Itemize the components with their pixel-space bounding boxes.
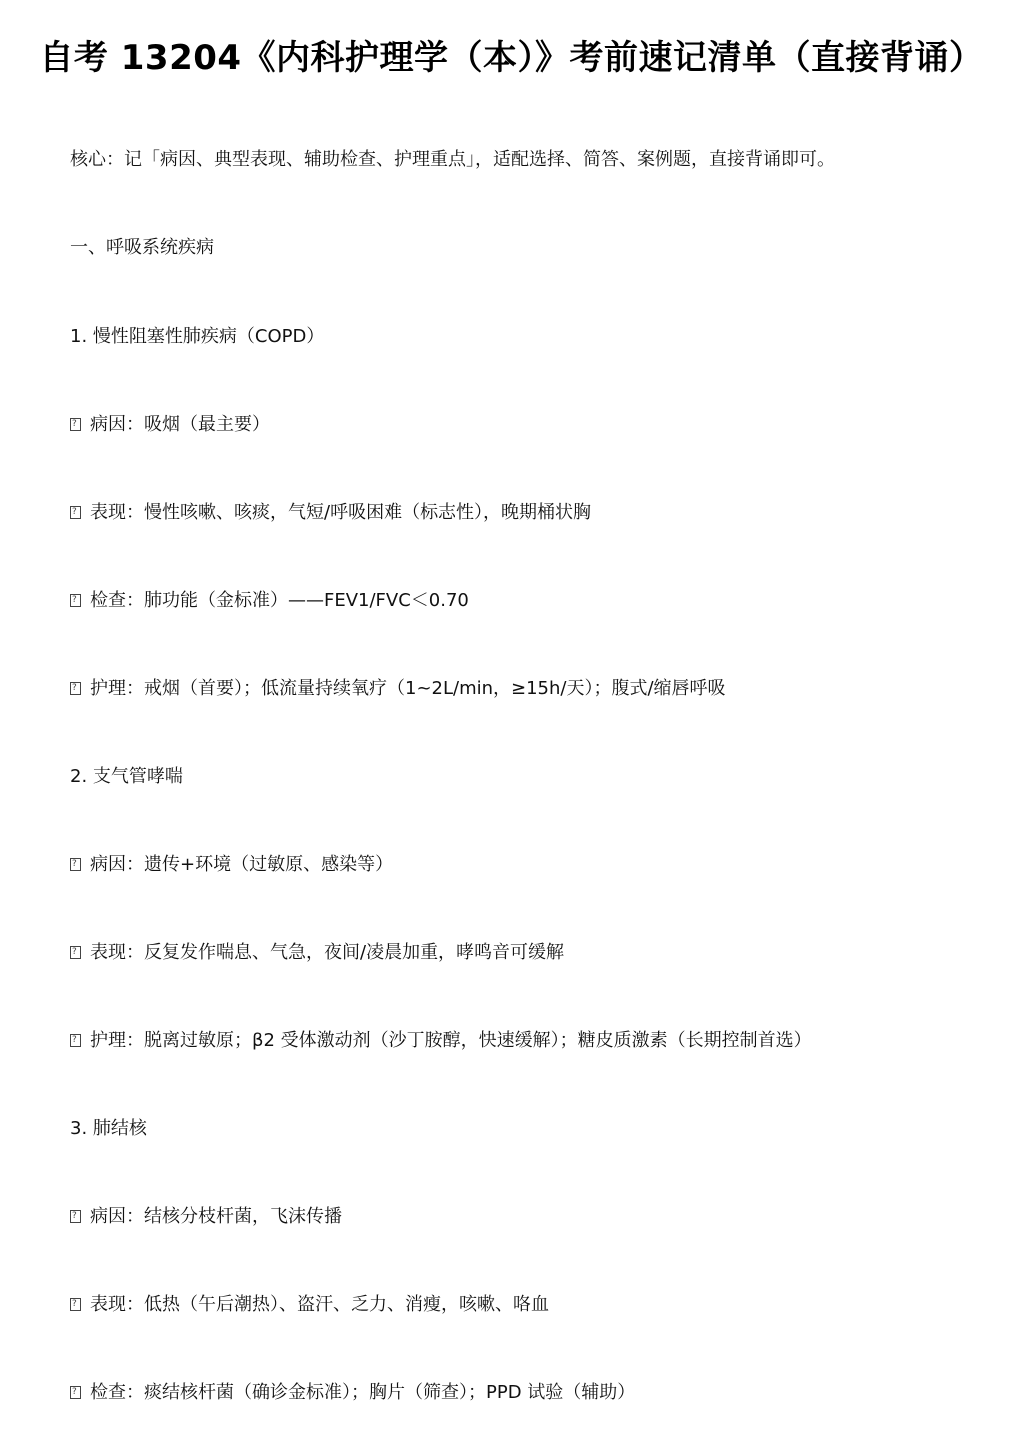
list-item bbox=[70, 589, 469, 613]
item-text: 表现：反复发作喘息、气急，夜间/凌晨加重，哮鸣音可缓解 bbox=[90, 942, 565, 963]
list-item bbox=[70, 677, 726, 701]
disease-heading-tuberculosis: 3. 肺结核 bbox=[70, 1118, 147, 1139]
bullet-icon bbox=[70, 1298, 81, 1311]
list-item bbox=[70, 501, 591, 525]
bullet-icon bbox=[70, 946, 81, 959]
bullet-icon bbox=[70, 594, 81, 607]
list-item bbox=[70, 853, 393, 877]
bullet-icon bbox=[70, 682, 81, 695]
item-text: 病因：结核分枝杆菌，飞沫传播 bbox=[90, 1206, 342, 1227]
item-text: 护理：脱离过敏原；β2 受体激动剂（沙丁胺醇，快速缓解）；糖皮质激素（长期控制首选） bbox=[90, 1030, 812, 1051]
bullet-icon bbox=[70, 418, 81, 431]
document-title: 自考 13204《内科护理学（本）》考前速记清单（直接背诵） bbox=[39, 38, 984, 78]
item-text: 病因：吸烟（最主要） bbox=[90, 414, 270, 435]
item-text: 病因：遗传+环境（过敏原、感染等） bbox=[90, 854, 394, 875]
disease-heading-asthma: 2. 支气管哮喘 bbox=[70, 766, 183, 787]
bullet-icon bbox=[70, 1210, 81, 1223]
list-item bbox=[70, 1381, 635, 1405]
list-item bbox=[70, 413, 270, 437]
intro-text: 核心：记「病因、典型表现、辅助检查、护理重点」，适配选择、简答、案例题，直接背诵即可。 bbox=[70, 149, 835, 170]
item-text: 护理：戒烟（首要）；低流量持续氧疗（1~2L/min，≥15h/天）；腹式/缩唇呼吸 bbox=[90, 678, 726, 699]
section-heading-respiratory: 一、呼吸系统疾病 bbox=[70, 237, 214, 258]
item-text: 表现：低热（午后潮热）、盗汗、乏力、消瘦，咳嗽、咯血 bbox=[90, 1294, 549, 1315]
bullet-icon bbox=[70, 506, 81, 519]
list-item bbox=[70, 1029, 812, 1053]
item-text: 检查：痰结核杆菌（确诊金标准）；胸片（筛查）；PPD 试验（辅助） bbox=[90, 1382, 636, 1403]
bullet-icon bbox=[70, 1034, 81, 1047]
bullet-icon bbox=[70, 858, 81, 871]
list-item bbox=[70, 1205, 342, 1229]
item-text: 检查：肺功能（金标准）——FEV1/FVC＜0.70 bbox=[90, 590, 469, 611]
list-item bbox=[70, 941, 564, 965]
item-text: 表现：慢性咳嗽、咳痰，气短/呼吸困难（标志性），晚期桶状胸 bbox=[90, 502, 592, 523]
disease-heading-copd: 1. 慢性阻塞性肺疾病（COPD） bbox=[70, 326, 325, 347]
list-item bbox=[70, 1293, 549, 1317]
bullet-icon bbox=[70, 1386, 81, 1399]
